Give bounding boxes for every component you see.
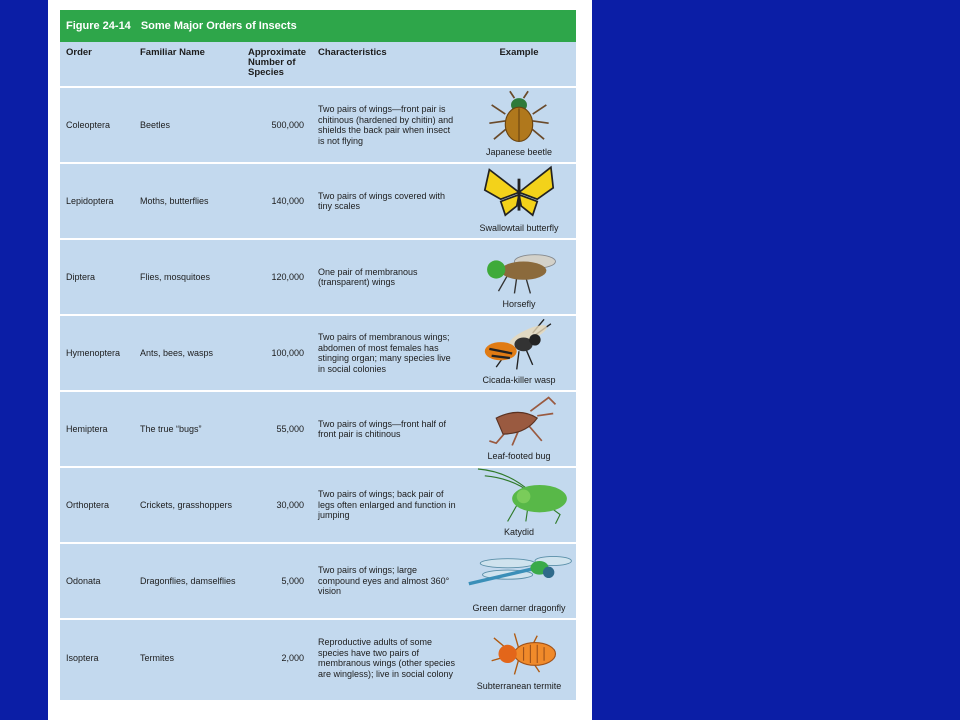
familiar-name-cell: Beetles — [140, 120, 171, 130]
characteristics-cell: Two pairs of wings—front pair is chitinous (hardened by chitin) and shields the back pair when insect is not flying — [318, 104, 454, 146]
fly-icon — [462, 240, 576, 299]
example-label: Green darner dragonfly — [472, 603, 566, 613]
example-cell — [462, 164, 576, 238]
example-cell — [462, 468, 576, 542]
example-cell — [462, 240, 576, 314]
species-count-cell: 30,000 — [276, 500, 304, 510]
familiar-name-cell: The true “bugs” — [140, 424, 202, 434]
table-row — [60, 544, 576, 620]
species-count-cell: 5,000 — [281, 576, 304, 586]
characteristics-cell: Two pairs of wings; large compound eyes and almost 360° vision — [318, 565, 450, 597]
species-count-cell: 100,000 — [271, 348, 304, 358]
table-header — [60, 42, 576, 88]
termite-icon — [462, 620, 576, 681]
katydid-icon — [462, 468, 576, 527]
example-cell — [462, 544, 576, 618]
characteristics-cell: One pair of membranous (transparent) wings — [318, 266, 418, 287]
example-cell — [462, 620, 576, 696]
familiar-name-cell: Moths, butterflies — [140, 196, 209, 206]
dragonfly-icon — [462, 544, 576, 603]
beetle-icon — [462, 88, 576, 147]
table-row — [60, 240, 576, 316]
species-count-cell: 500,000 — [271, 120, 304, 130]
characteristics-cell: Two pairs of membranous wings; abdomen of most females has stinging organ; many species live in social colonies — [318, 332, 451, 374]
figure-number: Figure 24-14 — [66, 20, 131, 32]
species-count-cell: 140,000 — [271, 196, 304, 206]
header-example: Example — [499, 47, 539, 58]
example-label: Leaf-footed bug — [487, 451, 551, 461]
table-row — [60, 316, 576, 392]
table-row — [60, 620, 576, 696]
butterfly-icon — [462, 164, 576, 223]
example-label: Katydid — [503, 527, 535, 537]
characteristics-cell: Reproductive adults of some species have two pairs of membranous wings (other species are wingless); live in social colony — [318, 637, 456, 679]
slide-page — [48, 0, 592, 720]
header-order: Order — [66, 47, 92, 58]
figure-title: Some Major Orders of Insects — [140, 20, 297, 32]
table-row — [60, 392, 576, 468]
familiar-name-cell: Crickets, grasshoppers — [140, 500, 233, 510]
example-label: Subterranean termite — [476, 681, 562, 691]
familiar-name-cell: Ants, bees, wasps — [140, 348, 214, 358]
species-count-cell: 55,000 — [276, 424, 304, 434]
characteristics-cell: Two pairs of wings—front half of front pair is chitinous — [318, 418, 447, 439]
table-row — [60, 164, 576, 240]
order-cell: Orthoptera — [66, 500, 110, 510]
table-row — [60, 468, 576, 544]
wasp-icon — [462, 316, 576, 375]
species-count-cell: 120,000 — [271, 272, 304, 282]
order-cell: Diptera — [66, 272, 96, 282]
familiar-name-cell: Dragonflies, damselflies — [140, 576, 236, 586]
order-cell: Hemiptera — [66, 424, 108, 434]
familiar-name-cell: Flies, mosquitoes — [140, 272, 211, 282]
example-label: Cicada-killer wasp — [482, 375, 556, 385]
species-count-cell: 2,000 — [281, 653, 304, 663]
example-cell — [462, 316, 576, 390]
insect-orders-figure — [60, 10, 576, 700]
table-body — [60, 88, 576, 696]
example-cell — [462, 88, 576, 162]
bug-icon — [462, 392, 576, 451]
characteristics-cell: Two pairs of wings covered with tiny scales — [318, 190, 446, 211]
order-cell: Odonata — [66, 576, 101, 586]
header-familiar-name: Familiar Name — [140, 47, 205, 58]
example-label: Horsefly — [502, 299, 536, 309]
header-approx-species: Approximate Number of Species — [248, 47, 307, 78]
order-cell: Isoptera — [66, 653, 99, 663]
order-cell: Coleoptera — [66, 120, 111, 130]
header-characteristics: Characteristics — [318, 47, 387, 58]
figure-title-bar — [60, 10, 576, 42]
order-cell: Hymenoptera — [66, 348, 121, 358]
example-label: Japanese beetle — [485, 147, 553, 157]
order-cell: Lepidoptera — [66, 196, 114, 206]
example-cell — [462, 392, 576, 466]
table-row — [60, 88, 576, 164]
characteristics-cell: Two pairs of wings; back pair of legs often enlarged and function in jumping — [318, 489, 456, 521]
example-label: Swallowtail butterfly — [479, 223, 559, 233]
familiar-name-cell: Termites — [140, 653, 175, 663]
